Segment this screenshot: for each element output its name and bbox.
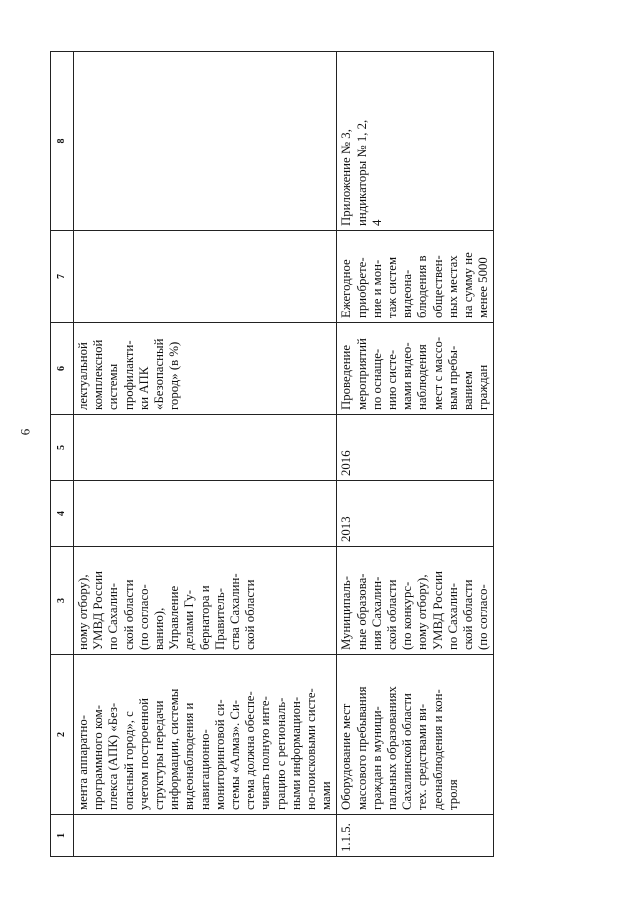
col-header-3: 3 xyxy=(51,547,74,655)
cell-text-line: грацию с региональ- xyxy=(273,697,288,810)
cell-text-line: ванию), xyxy=(152,607,167,650)
cell-text-line: массового пребывания xyxy=(354,686,369,810)
header-row xyxy=(51,52,74,857)
cell-text-line: Ежегодное xyxy=(339,259,354,318)
cell-reference xyxy=(74,52,337,231)
col-header-6: 6 xyxy=(51,323,74,415)
cell-text-line: «Безопасный xyxy=(152,338,167,410)
cell-content xyxy=(337,323,494,415)
cell-text-line: чивать полную инте- xyxy=(258,696,273,810)
cell-text-line: город» (в %) xyxy=(167,341,182,410)
cell-text-line: стемы «Алмаз». Си- xyxy=(228,699,243,810)
cell-text-line: нию систе- xyxy=(385,349,400,410)
cell-text-line: УМВД России xyxy=(91,571,106,650)
cell-measure xyxy=(74,655,337,815)
cell-text-line: на сумму не xyxy=(461,252,476,318)
cell-text-line: ской области xyxy=(121,579,136,650)
cell-text-line: мониторинговой си- xyxy=(212,699,227,810)
cell-text-line: информации, системы xyxy=(167,688,182,810)
cell-text-line: ванием xyxy=(461,370,476,410)
cell-text-line: комплексной xyxy=(91,339,106,410)
cell-text-line: мероприятий xyxy=(354,338,369,410)
cell-text-line: (по согласо- xyxy=(476,584,491,650)
cell-text-line: 1.1.5. xyxy=(339,823,354,852)
col-header-1: 1 xyxy=(51,815,74,857)
cell-executor xyxy=(74,547,337,655)
page-number: 6 xyxy=(17,428,33,436)
cell-text-line: менее 5000 xyxy=(476,257,491,318)
cell-text-line: опасный город», с xyxy=(121,711,136,810)
cell-text-line: ние и мон- xyxy=(369,259,384,318)
cell-measure xyxy=(337,655,494,815)
col-header-4: 4 xyxy=(51,481,74,547)
cell-text-line: мента аппаратно- xyxy=(76,715,90,810)
cell-text-line: мест с массо- xyxy=(430,336,445,410)
cell-text-line: профилакти- xyxy=(121,340,136,410)
cell-text-line: ному отбору), xyxy=(76,574,90,650)
cell-text-line: видеонаблюдения и xyxy=(182,702,197,810)
cell-text-line: лектуальной xyxy=(76,342,90,410)
cell-text-line: учетом построенной xyxy=(136,698,151,810)
cell-text-line: Проведение xyxy=(339,344,354,410)
cell-text-line: ства Сахалин- xyxy=(228,573,243,650)
measures-table xyxy=(50,51,494,857)
cell-start-year xyxy=(74,481,337,547)
cell-text-line: деонаблюдения и кон- xyxy=(430,689,445,810)
cell-text-line: ными информацион- xyxy=(288,696,303,810)
cell-text-line: ному отбору), xyxy=(415,574,430,650)
cell-text-line: программного ком- xyxy=(91,704,106,810)
cell-number xyxy=(74,815,337,857)
col-header-7: 7 xyxy=(51,231,74,323)
cell-text-line: системы xyxy=(106,363,121,410)
cell-text-line: ской области xyxy=(461,579,476,650)
cell-text-line: навигационно- xyxy=(197,729,212,810)
cell-text-line: плекса (АПК) «Без- xyxy=(106,702,121,810)
cell-content xyxy=(74,323,337,415)
cell-number xyxy=(337,815,494,857)
cell-end-year xyxy=(337,415,494,481)
cell-text-line: УМВД России xyxy=(430,571,445,650)
cell-text-line: по оснаще- xyxy=(369,348,384,410)
cell-text-line: граждан в муници- xyxy=(369,706,384,810)
cell-text-line: ской области xyxy=(385,579,400,650)
cell-text-line: по Сахалин- xyxy=(106,582,121,650)
cell-text-line: (по конкурс- xyxy=(400,581,415,650)
cell-text-line: структуры передачи xyxy=(152,700,167,810)
cell-text-line: обществен- xyxy=(430,255,445,318)
cell-text-line: видеона- xyxy=(400,269,415,318)
cell-text-line: ные образова- xyxy=(354,573,369,650)
cell-result xyxy=(74,231,337,323)
cell-text-line: Приложение № 3, xyxy=(339,129,354,226)
cell-text-line: тех. средствами ви- xyxy=(415,703,430,810)
table-row xyxy=(337,52,494,857)
table-row xyxy=(74,52,337,857)
cell-text-line: мами видео- xyxy=(400,342,415,410)
cell-text-line: таж систем xyxy=(385,256,400,318)
col-header-5: 5 xyxy=(51,415,74,481)
cell-text-line: по Сахалин- xyxy=(445,582,460,650)
cell-text-line: ки АПК xyxy=(136,366,151,410)
cell-text-line: но-поисковыми систе- xyxy=(304,688,319,810)
cell-text-line: блюдения в xyxy=(415,255,430,318)
cell-text-line: стема должна обеспе- xyxy=(243,691,258,810)
cell-text-line: троля xyxy=(445,779,460,810)
cell-text-line: ных местах xyxy=(445,255,460,318)
cell-executor xyxy=(337,547,494,655)
cell-text-line: 2016 xyxy=(339,450,354,476)
cell-text-line: бернатора и xyxy=(197,585,212,650)
cell-text-line: 4 xyxy=(369,219,384,226)
cell-text-line: мами xyxy=(319,781,334,810)
cell-text-line: индикаторы № 1, 2, xyxy=(354,119,369,226)
cell-text-line: пальных образованиях xyxy=(385,686,400,810)
cell-text-line: Муниципаль- xyxy=(339,576,354,650)
rotated-table-container xyxy=(50,52,491,857)
cell-text-line: (по согласо- xyxy=(136,584,151,650)
cell-text-line: Правитель- xyxy=(212,588,227,650)
cell-text-line: ния Сахалин- xyxy=(369,576,384,650)
cell-text-line: Сахалинской области xyxy=(400,693,415,810)
cell-text-line: делами Гу- xyxy=(182,590,197,650)
col-header-2: 2 xyxy=(51,655,74,815)
cell-text-line: 2013 xyxy=(339,516,354,542)
cell-text-line: приобрете- xyxy=(354,257,369,318)
cell-text-line: вым пребы- xyxy=(445,345,460,410)
cell-end-year xyxy=(74,415,337,481)
cell-text-line: наблюдения xyxy=(415,344,430,410)
cell-text-line: Управление xyxy=(167,585,182,650)
cell-text-line: ской области xyxy=(243,579,258,650)
cell-text-line: граждан xyxy=(476,364,491,410)
cell-reference xyxy=(337,52,494,231)
col-header-8: 8 xyxy=(51,52,74,231)
cell-start-year xyxy=(337,481,494,547)
cell-result xyxy=(337,231,494,323)
cell-text-line: Оборудование мест xyxy=(339,703,354,810)
